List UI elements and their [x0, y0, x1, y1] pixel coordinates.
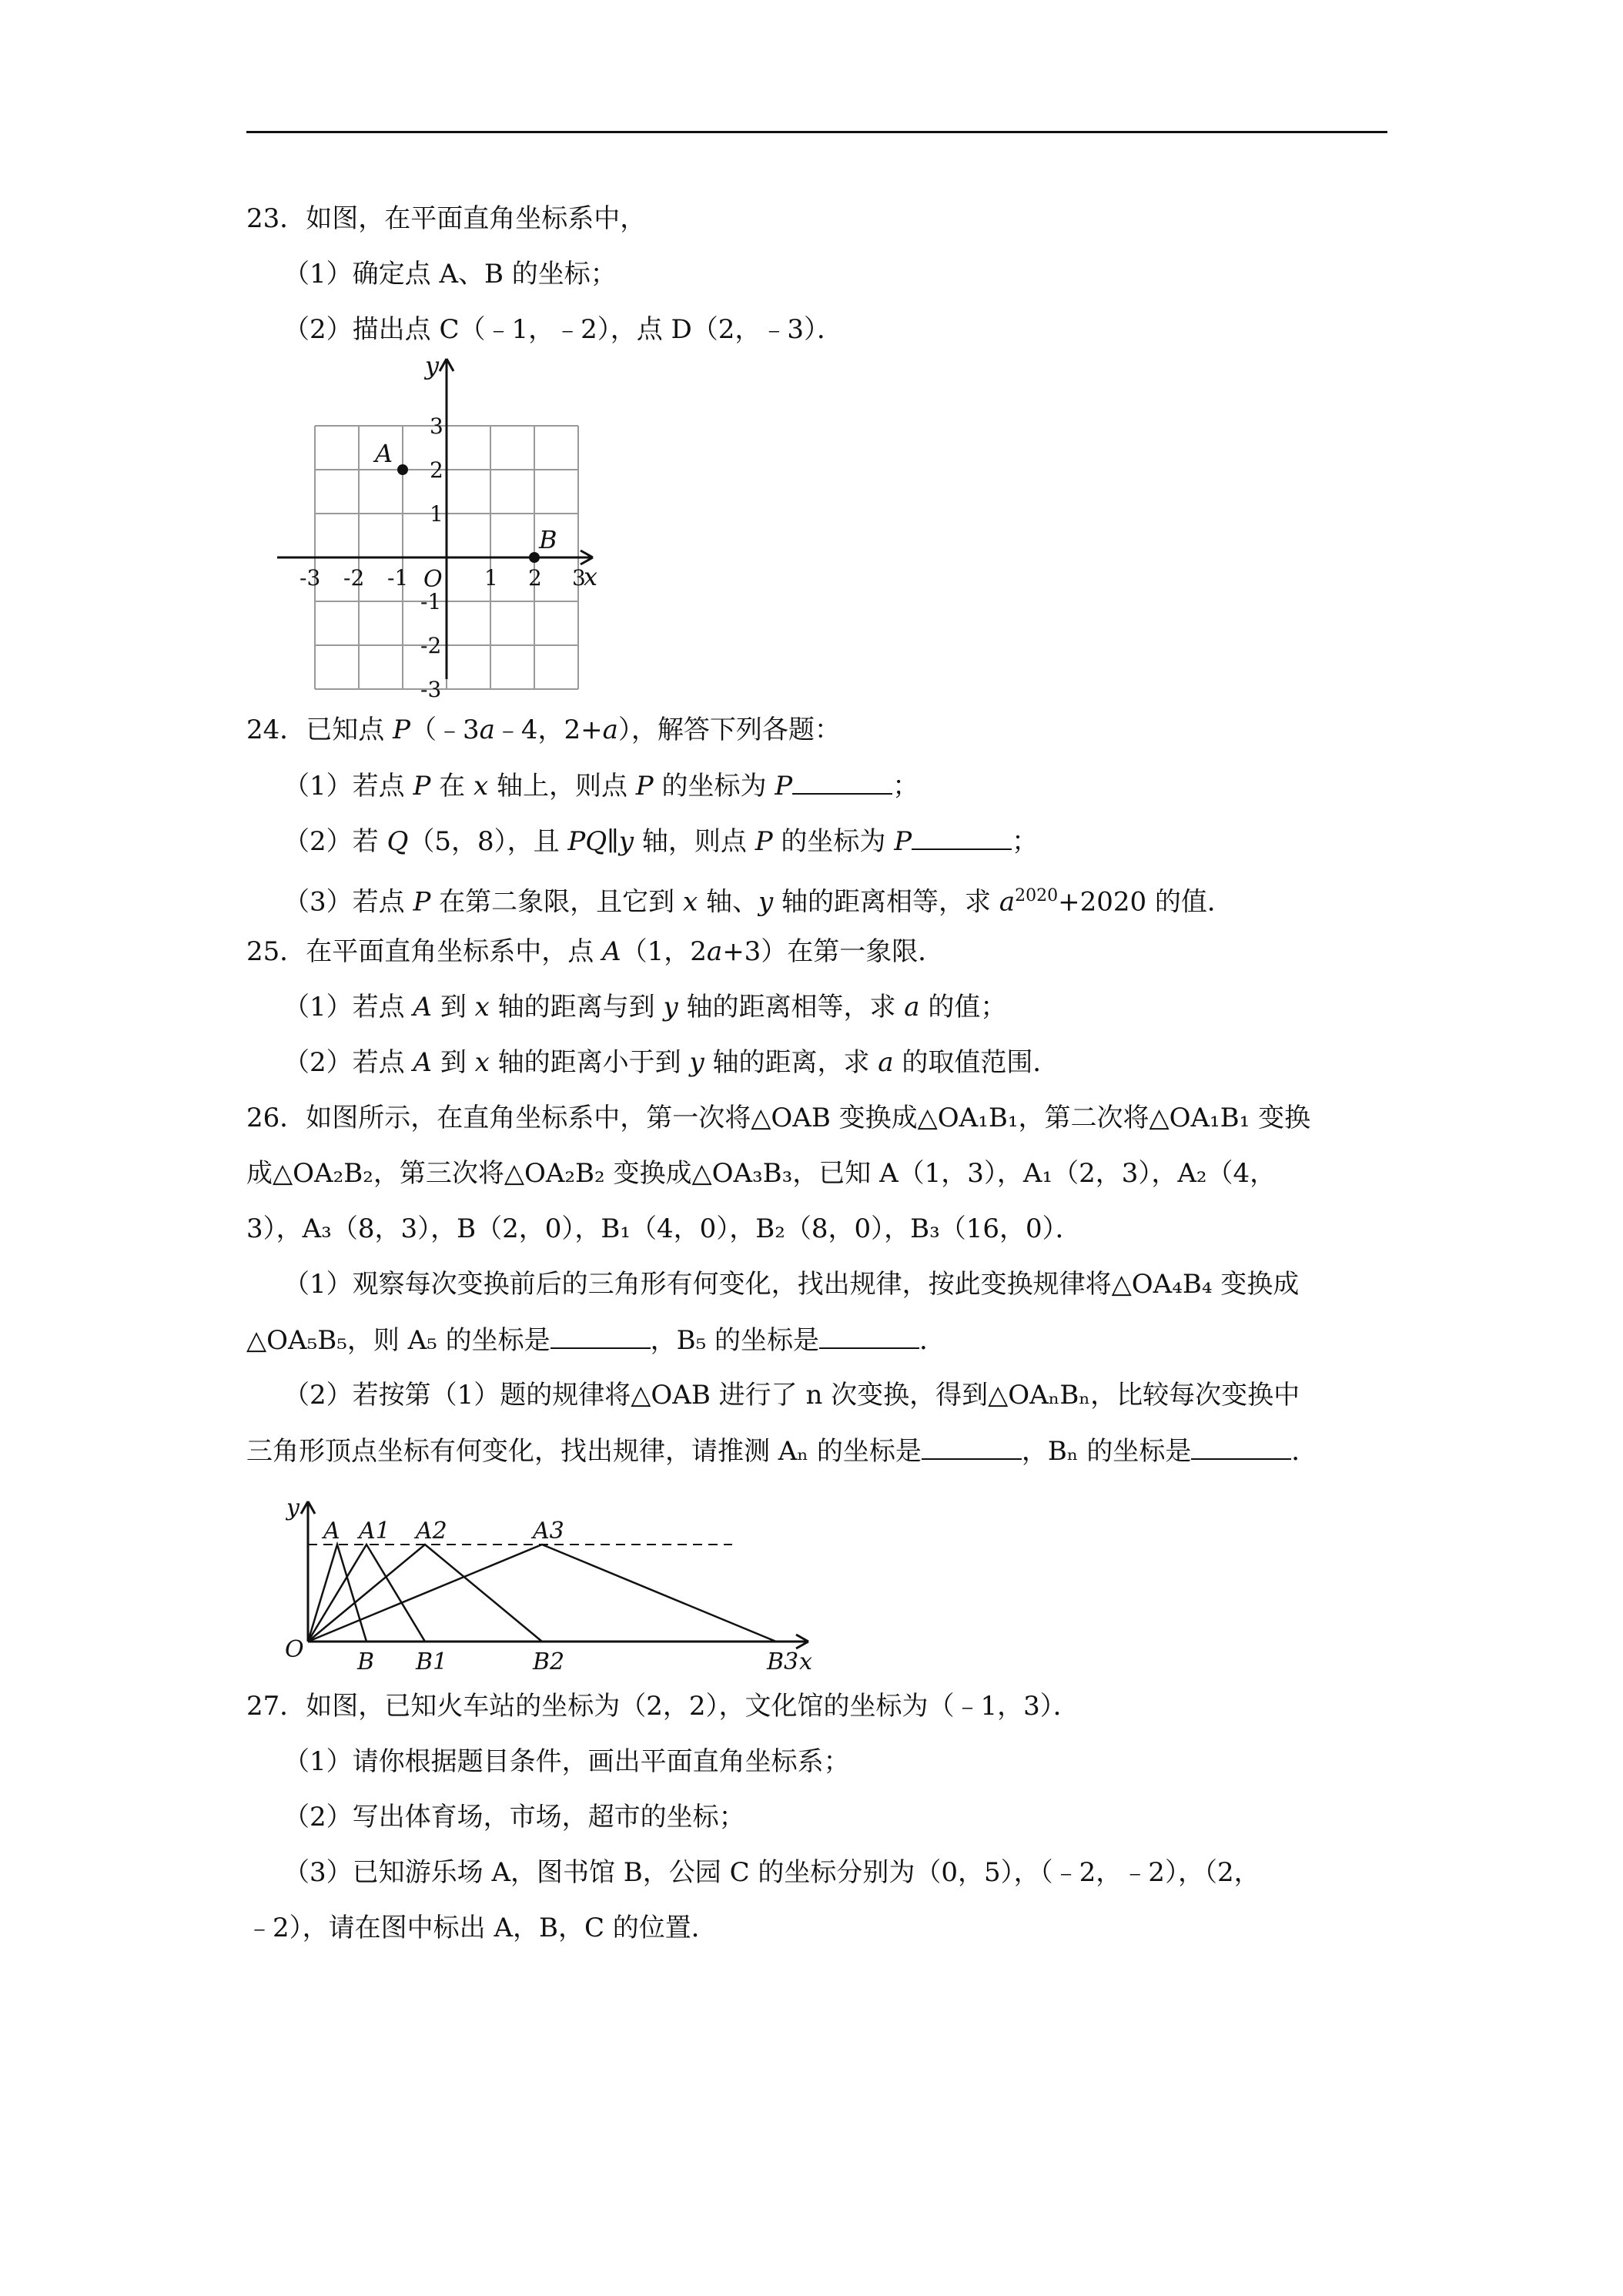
q26-stem-line1 — [246, 1103, 1310, 1133]
q25-stem — [246, 936, 944, 967]
label-A3: A3 — [533, 1518, 564, 1545]
q26-an-answer-blank[interactable] — [922, 1435, 1022, 1460]
q24-p2-var: P — [894, 826, 912, 857]
q24-p3-text: 轴的距离相等，求 — [773, 886, 999, 918]
q25-p1-text: （1）若点 — [283, 992, 413, 1022]
q25-part2 — [283, 1047, 1059, 1078]
q24-p3-exponent: 2020 — [1015, 886, 1059, 905]
q26-text: ，B₅ 的坐标是 — [650, 1325, 820, 1356]
q25-var: a — [706, 936, 723, 967]
q26-part1-line1: （1）观察每次变换前后的三角形有何变化，找出规律，按此变换规律将△OA₄B₄ 变换成 — [283, 1269, 1300, 1300]
y-tick-label: 1 — [430, 501, 443, 527]
q24-var: a — [602, 715, 618, 745]
q24-p3-text: 在第二象限，且它到 — [430, 886, 683, 918]
x-tick-label: -1 — [387, 565, 409, 591]
q25-number: 25． — [246, 936, 306, 967]
q27-part3-line2: ﹣2），请在图中标出 A，B，C 的位置． — [246, 1913, 718, 1943]
q25-var: A — [602, 936, 621, 967]
q25-p2-var: a — [878, 1047, 894, 1078]
q25-p2-var: A — [413, 1047, 433, 1078]
q27-part3-line1: （3）已知游乐场 A，图书馆 B，公园 C 的坐标分别为（0，5），（﹣2，﹣2），（2， — [283, 1857, 1260, 1888]
q25-p2-text: 到 — [432, 1047, 475, 1078]
q24-p2-var: Q — [387, 826, 409, 857]
label-A2: A2 — [416, 1518, 447, 1545]
q25-p2-text: （2）若点 — [283, 1047, 413, 1078]
q26-text: 三角形顶点坐标有何变化，找出规律，请推测 Aₙ 的坐标是 — [246, 1436, 922, 1467]
label-A: A — [323, 1518, 340, 1545]
triangle-3 — [308, 1545, 776, 1642]
q26-number: 26． — [246, 1103, 306, 1133]
q25-p1-text: 轴的距离与到 — [489, 992, 664, 1022]
q25-p2-text: 的取值范围． — [893, 1047, 1059, 1078]
label-B1: B1 — [416, 1648, 448, 1675]
q24-p2-answer-blank[interactable] — [912, 825, 1012, 850]
q24-p2-text: 轴，则点 — [634, 826, 755, 857]
q24-text: （﹣3 — [410, 715, 480, 745]
q25-text: 在平面直角坐标系中，点 — [306, 936, 603, 967]
q26-b5-answer-blank[interactable] — [819, 1324, 919, 1349]
q26-triangle-diagram — [285, 1494, 824, 1678]
q26-stem-line2: 成△OA₂B₂，第三次将△OA₂B₂ 变换成△OA₃B₃，已知 A（1，3），A₁（2，3），A₂（4， — [246, 1158, 1277, 1189]
q27-part1: （1）请你根据题目条件，画出平面直角坐标系； — [283, 1746, 850, 1777]
q24-p2-text: ； — [1012, 826, 1039, 857]
q24-p2-var: PQ — [567, 826, 607, 857]
q26-stem-line3: 3），A₃（8，3），B（2，0），B₁（4，0），B₂（8，0），B₃（16，0）． — [246, 1213, 1082, 1244]
q25-p1-var: y — [663, 992, 678, 1022]
q24-p3-text: 轴、 — [698, 886, 758, 918]
q25-p2-var: y — [689, 1047, 704, 1078]
q25-p2-text: 轴的距离，求 — [704, 1047, 878, 1078]
q24-part2 — [283, 825, 1038, 857]
q27-text: 如图，已知火车站的坐标为（2，2），文化馆的坐标为（﹣1，3）． — [306, 1691, 1079, 1722]
y-tick-label: 3 — [430, 413, 443, 439]
q25-part1 — [283, 992, 1006, 1022]
q23-coordinate-grid — [277, 351, 601, 702]
point-B — [529, 552, 540, 563]
x-tick-label: -3 — [300, 565, 321, 591]
q24-p3-text: （3）若点 — [283, 886, 413, 918]
header-rule — [246, 131, 1387, 133]
origin-label: O — [423, 566, 443, 593]
q25-text: （1，2 — [621, 936, 707, 967]
q24-p3-var: y — [758, 886, 774, 918]
q26-text: 如图所示，在直角坐标系中，第一次将△OAB 变换成△OA₁B₁，第二次将△OA₁B₁ 变换 — [306, 1103, 1311, 1133]
q25-text: +3）在第一象限． — [722, 936, 945, 967]
q24-p2-var: P — [755, 826, 773, 857]
q25-p1-var: a — [904, 992, 920, 1022]
y-axis-label: y — [286, 1494, 300, 1521]
y-tick-label: -1 — [420, 589, 442, 614]
q24-text: 已知点 — [306, 715, 393, 745]
y-tick-label: 2 — [430, 457, 443, 483]
y-tick-label: -2 — [420, 633, 442, 658]
point-A — [397, 464, 408, 475]
q24-p1-var: P — [635, 771, 654, 802]
x-tick-label: 3 — [572, 565, 586, 591]
q26-text: ． — [1291, 1436, 1318, 1467]
origin-label: O — [285, 1636, 304, 1663]
x-tick-label: -2 — [343, 565, 365, 591]
q24-p1-text: 在 — [430, 771, 474, 802]
x-tick-label: 2 — [528, 565, 542, 591]
q24-p1-answer-blank[interactable] — [792, 770, 892, 795]
q24-p1-text: ； — [892, 771, 919, 802]
q27-number: 27． — [246, 1691, 306, 1722]
q24-p3-var: P — [413, 886, 431, 918]
q26-bn-answer-blank[interactable] — [1191, 1435, 1291, 1460]
q24-p1-var: x — [473, 771, 489, 802]
q25-p1-text: 的值； — [919, 992, 1007, 1022]
q23-number: 23． — [246, 203, 306, 234]
q25-p1-text: 轴的距离相等，求 — [678, 992, 905, 1022]
q26-part2-line2 — [246, 1435, 1317, 1467]
q27-stem — [246, 1691, 1079, 1722]
q24-p1-text: 轴上，则点 — [488, 771, 636, 802]
q25-p1-var: A — [413, 992, 433, 1022]
q24-p1-text: （1）若点 — [283, 771, 413, 802]
q24-p3-text: +2020 的值． — [1058, 886, 1233, 918]
label-B3: B3 — [767, 1648, 799, 1675]
q24-stem — [246, 715, 841, 745]
q24-var: a — [479, 715, 495, 745]
q24-p2-text: （5，8），且 — [408, 826, 568, 857]
q25-p2-var: x — [474, 1047, 490, 1078]
q24-var: P — [393, 715, 410, 745]
q24-p2-text: 的坐标为 — [772, 826, 895, 857]
q24-p2-text: （2）若 — [283, 826, 387, 857]
q23-part2: （2）描出点 C（﹣1，﹣2），点 D（2，﹣3）． — [283, 314, 844, 345]
x-axis-label: x — [584, 562, 598, 591]
q26-part1-line2 — [246, 1324, 945, 1356]
point-label-A: A — [375, 439, 393, 468]
q24-text: ），解答下列各题： — [617, 715, 841, 745]
x-axis-label: x — [799, 1648, 812, 1675]
q26-text: ，Bₙ 的坐标是 — [1021, 1436, 1192, 1467]
q24-part1 — [283, 770, 919, 802]
q24-p1-var: P — [413, 771, 431, 802]
point-label-B: B — [539, 525, 557, 554]
y-axis-label: y — [425, 351, 440, 380]
q24-p2-var: y — [618, 826, 634, 857]
q24-part3 — [283, 881, 1233, 917]
q26-part2-line1: （2）若按第（1）题的规律将△OAB 进行了 n 次变换，得到△OAₙBₙ，比较每次变换中 — [283, 1380, 1300, 1411]
q25-p1-var: x — [474, 992, 490, 1022]
label-B: B — [357, 1648, 375, 1675]
q25-p2-text: 轴的距离小于到 — [489, 1047, 690, 1078]
q26-text: ． — [919, 1325, 946, 1356]
q27-part2: （2）写出体育场，市场，超市的坐标； — [283, 1802, 745, 1832]
x-tick-label: 1 — [484, 565, 498, 591]
label-B2: B2 — [533, 1648, 565, 1675]
q24-p2-text: ∥ — [607, 826, 619, 857]
q24-p1-var: P — [775, 771, 793, 802]
q23-part1: （1）确定点 A、B 的坐标； — [283, 259, 617, 290]
q26-text: △OA₅B₅，则 A₅ 的坐标是 — [246, 1325, 550, 1356]
q25-p1-text: 到 — [432, 992, 475, 1022]
q24-p1-text: 的坐标为 — [653, 771, 775, 802]
q24-text: ﹣4，2+ — [494, 715, 603, 745]
q24-p3-var: a — [999, 886, 1016, 918]
q24-number: 24． — [246, 715, 306, 745]
q23-stem-text: 如图，在平面直角坐标系中， — [306, 203, 647, 234]
label-A1: A1 — [359, 1518, 390, 1545]
q26-a5-answer-blank[interactable] — [550, 1324, 651, 1349]
q24-p3-var: x — [682, 886, 698, 918]
q23-stem — [246, 203, 646, 234]
y-tick-label: -3 — [420, 677, 442, 702]
